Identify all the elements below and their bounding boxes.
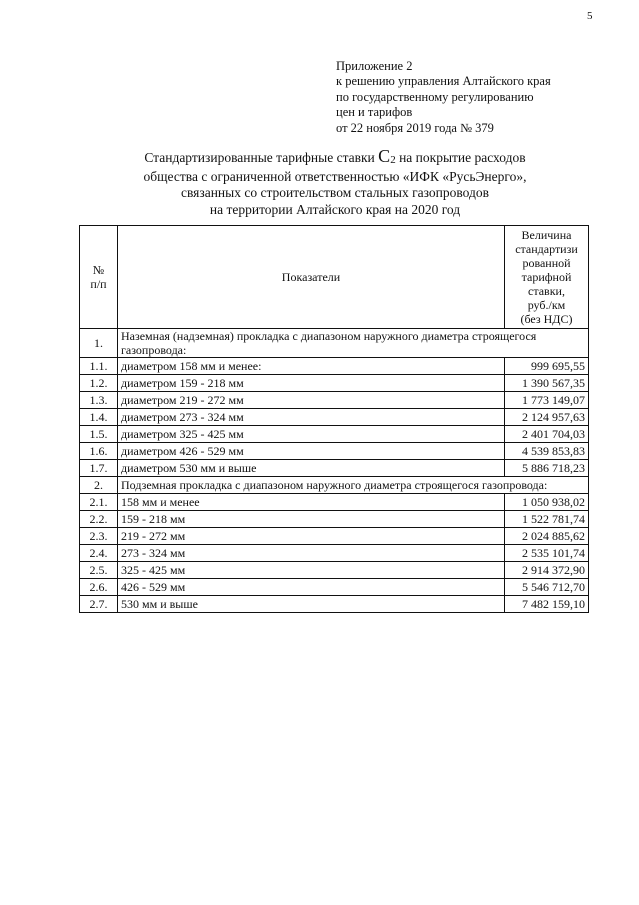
row-num: 1.7. <box>80 460 118 477</box>
title-line-2: общества с ограниченной ответственностью «ИФК «РусьЭнерго», <box>143 168 527 184</box>
row-value: 2 535 101,74 <box>505 545 589 562</box>
row-num: 2.1. <box>80 494 118 511</box>
row-value: 2 124 957,63 <box>505 409 589 426</box>
row-name: 219 - 272 мм <box>118 528 505 545</box>
section-row <box>80 329 589 358</box>
appendix-line: Приложение 2 <box>336 59 413 73</box>
row-name: диаметром 325 - 425 мм <box>118 426 505 443</box>
title-line-4: на территории Алтайского края на 2020 год <box>209 201 461 217</box>
table-row <box>80 494 589 511</box>
row-name: диаметром 159 - 218 мм <box>118 375 505 392</box>
table-row <box>80 392 589 409</box>
section-num: 2. <box>80 477 118 494</box>
row-name: 158 мм и менее <box>118 494 505 511</box>
table-row <box>80 562 589 579</box>
appendix-line: к решению управления Алтайского края <box>336 74 551 89</box>
row-value: 1 050 938,02 <box>505 494 589 511</box>
title-c-letter: С <box>378 146 391 166</box>
table-row <box>80 545 589 562</box>
row-value: 5 886 718,23 <box>505 460 589 477</box>
row-num: 1.2. <box>80 375 118 392</box>
row-name: 325 - 425 мм <box>118 562 505 579</box>
document-title <box>80 148 590 218</box>
table-row <box>80 528 589 545</box>
section-num: 1. <box>80 329 118 358</box>
page-number: 5 <box>587 10 593 22</box>
row-value: 2 401 704,03 <box>505 426 589 443</box>
table-row <box>80 596 589 613</box>
section-row <box>80 477 589 494</box>
table-row <box>80 426 589 443</box>
row-num: 2.4. <box>80 545 118 562</box>
row-value: 4 539 853,83 <box>505 443 589 460</box>
row-value: 5 546 712,70 <box>505 579 589 596</box>
row-num: 2.7. <box>80 596 118 613</box>
table-row <box>80 443 589 460</box>
row-value: 1 390 567,35 <box>505 375 589 392</box>
section-title: Наземная (надземная) прокладка с диапазоном наружного диаметра строящегося газопровода: <box>118 329 589 358</box>
title-c-subscript: 2 <box>390 154 396 166</box>
row-value: 2 914 372,90 <box>505 562 589 579</box>
appendix-line: от 22 ноября 2019 года № 379 <box>336 120 494 135</box>
row-value: 7 482 159,10 <box>505 596 589 613</box>
row-name: диаметром 219 - 272 мм <box>118 392 505 409</box>
row-name: диаметром 426 - 529 мм <box>118 443 505 460</box>
header-value: Величина стандартизи рованной тарифной ставки, руб./км (без НДС) <box>505 226 589 329</box>
row-name: 426 - 529 мм <box>118 579 505 596</box>
row-num: 1.5. <box>80 426 118 443</box>
row-name: диаметром 273 - 324 мм <box>118 409 505 426</box>
row-name: 273 - 324 мм <box>118 545 505 562</box>
row-value: 1 773 149,07 <box>505 392 589 409</box>
row-name: диаметром 530 мм и выше <box>118 460 505 477</box>
title-line-1: Стандартизированные тарифные ставки С2 на покрытие расходов <box>144 146 526 166</box>
row-value: 2 024 885,62 <box>505 528 589 545</box>
table-row <box>80 358 589 375</box>
row-name: 159 - 218 мм <box>118 511 505 528</box>
row-name: диаметром 158 мм и менее: <box>118 358 505 375</box>
row-num: 1.4. <box>80 409 118 426</box>
row-num: 2.3. <box>80 528 118 545</box>
table-row <box>80 460 589 477</box>
header-num: № п/п <box>80 226 118 329</box>
header-indicator: Показатели <box>118 226 505 329</box>
table-header-row <box>80 226 589 329</box>
row-value: 1 522 781,74 <box>505 511 589 528</box>
table-row <box>80 511 589 528</box>
row-num: 2.5. <box>80 562 118 579</box>
row-num: 1.6. <box>80 443 118 460</box>
table-row <box>80 409 589 426</box>
row-num: 2.6. <box>80 579 118 596</box>
title-line-3: связанных со строительством стальных газопроводов <box>180 185 489 200</box>
row-value: 999 695,55 <box>505 358 589 375</box>
section-title: Подземная прокладка с диапазоном наружного диаметра строящегося газопровода: <box>118 477 589 494</box>
appendix-line: по государственному регулированию <box>336 89 534 104</box>
table-body <box>80 329 589 613</box>
table-row <box>80 375 589 392</box>
row-name: 530 мм и выше <box>118 596 505 613</box>
appendix-line: цен и тарифов <box>336 105 413 120</box>
tariff-table <box>79 225 589 613</box>
appendix-block <box>336 59 551 136</box>
row-num: 1.3. <box>80 392 118 409</box>
row-num: 2.2. <box>80 511 118 528</box>
table-row <box>80 579 589 596</box>
row-num: 1.1. <box>80 358 118 375</box>
